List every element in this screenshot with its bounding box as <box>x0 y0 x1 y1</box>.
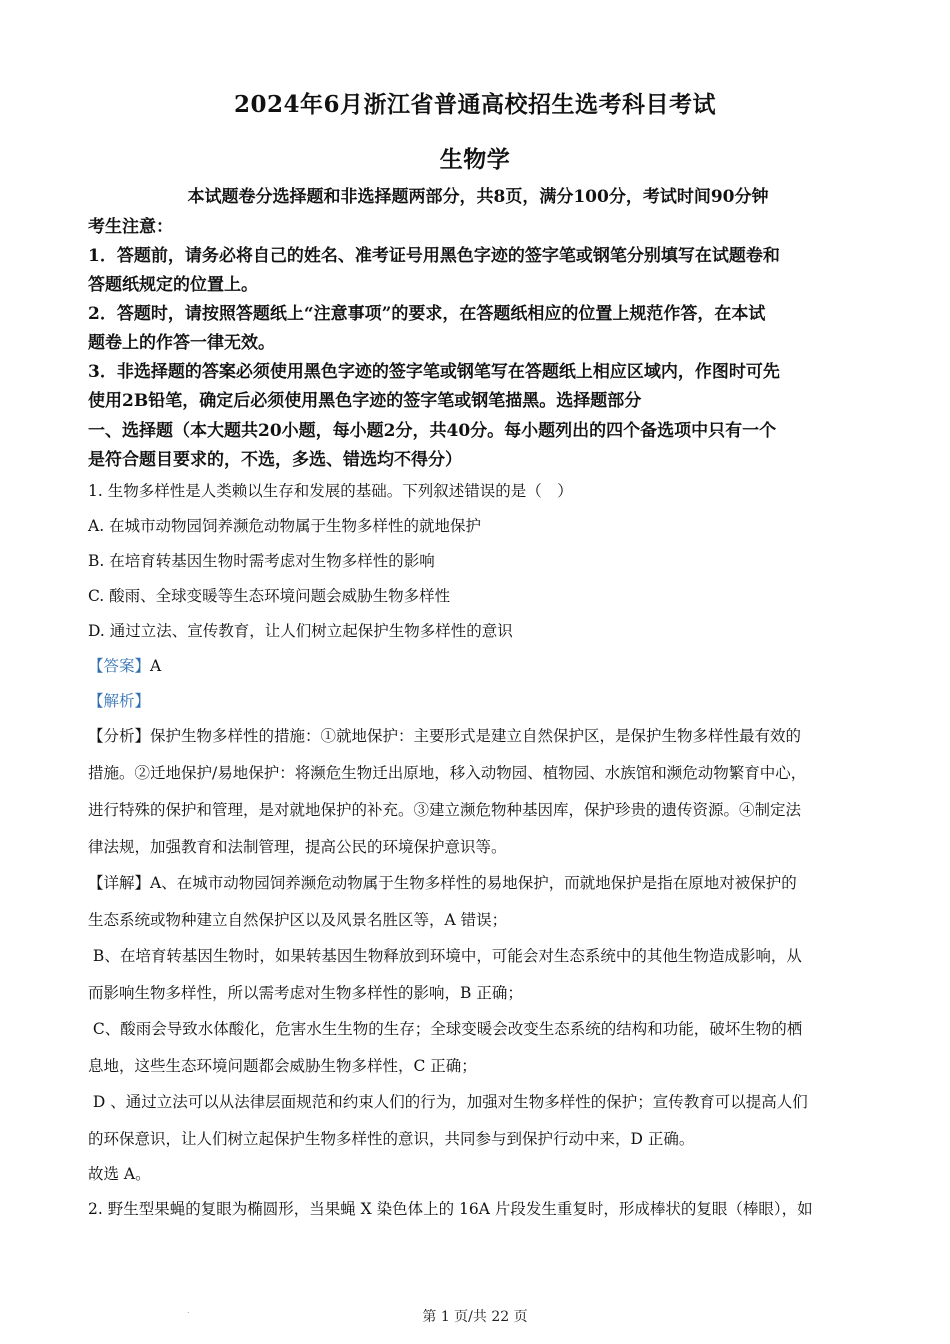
notice-item-3-line-2: 使用2B铅笔，确定后必须使用黑色字迹的签字笔或钢笔描黑。选择题部分 <box>88 391 642 411</box>
xiangjie-line-8: 的环保意识，让人们树立起保护生物多样性的意识，共同参与到保护行动中来，D 正确。 <box>88 1130 695 1148</box>
section-heading-line-2: 是符合题目要求的，不选，多选、错选均不得分） <box>88 450 462 470</box>
analysis-tag: 【解析】 <box>88 692 151 710</box>
section-heading-line-1: 一、选择题（本大题共20小题，每小题2分，共40分。每小题列出的四个备选项中只有一个 <box>88 421 777 441</box>
question-1-analysis-heading <box>88 689 868 713</box>
question-1-option-a: A. 在城市动物园饲养濒危动物属于生物多样性的就地保护 <box>88 517 482 535</box>
xiangjie-line-4: 而影响生物多样性，所以需考虑对生物多样性的影响，B 正确； <box>88 984 523 1002</box>
notice-item-1-line-2: 答题纸规定的位置上。 <box>88 275 258 295</box>
fenxi-line-2: 措施。②迁地保护/易地保护：将濒危生物迁出原地，移入动物园、植物园、水族馆和濒危动物繁育中心， <box>88 764 807 782</box>
answer-value: A <box>150 657 162 675</box>
fenxi-tag: 【分析】 <box>88 727 151 745</box>
notice-item-2-line-2: 题卷上的作答一律无效。 <box>88 333 275 353</box>
xiangjie-line-3: B、在培育转基因生物时，如果转基因生物释放到环境中，可能会对生态系统中的其他生物造成影响，从 <box>88 947 802 965</box>
question-1-option-b: B. 在培育转基因生物时需考虑对生物多样性的影响 <box>88 552 435 570</box>
fenxi-line-1 <box>88 724 868 748</box>
xiangjie-tag: 【详解】 <box>88 874 151 892</box>
question-1-answer <box>88 654 868 678</box>
notice-title: 考生注意： <box>88 217 173 237</box>
question-1-option-d: D. 通过立法、宣传教育，让人们树立起保护生物多样性的意识 <box>88 622 513 640</box>
xiangjie-text-1: A、在城市动物园饲养濒危动物属于生物多样性的易地保护，而就地保护是指在原地对被保护的 <box>150 874 797 892</box>
subject-title: 生物学 <box>439 146 511 173</box>
question-2-stem: 2. 野生型果蝇的复眼为椭圆形，当果蝇 X 染色体上的 16A 片段发生重复时，形成棒状的复眼（棒眼），如 <box>88 1200 813 1218</box>
fenxi-line-4: 律法规，加强教育和法制管理，提高公民的环境保护意识等。 <box>88 838 507 856</box>
fenxi-line-3: 进行特殊的保护和管理，是对就地保护的补充。③建立濒危物种基因库，保护珍贵的遗传资源。④制定法 <box>88 801 802 819</box>
notice-item-1-line-1: 1．答题前，请务必将自己的姓名、准考证号用黑色字迹的签字笔或钢笔分别填写在试题卷和 <box>88 246 780 266</box>
xiangjie-line-5: C、酸雨会导致水体酸化，危害水生生物的生存；全球变暖会改变生态系统的结构和功能，破坏生物的栖 <box>88 1020 803 1038</box>
question-1-option-c: C. 酸雨、全球变暖等生态环境问题会威胁生物多样性 <box>88 587 451 605</box>
xiangjie-line-2: 生态系统或物种建立自然保护区以及风景名胜区等，A 错误； <box>88 911 508 929</box>
exam-title: 2024年6月浙江省普通高校招生选考科目考试 <box>233 91 717 118</box>
xiangjie-line-1 <box>88 871 868 895</box>
answer-tag: 【答案】 <box>88 657 151 675</box>
question-1-stem: 1. 生物多样性是人类赖以生存和发展的基础。下列叙述错误的是（ ） <box>88 482 573 500</box>
notice-item-3-line-1: 3．非选择题的答案必须使用黑色字迹的签字笔或钢笔写在答题纸上相应区域内，作图时可先 <box>88 362 780 382</box>
xiangjie-line-6: 息地，这些生态环境问题都会威胁生物多样性，C 正确； <box>88 1057 477 1075</box>
xiangjie-line-7: D 、通过立法可以从法律层面规范和约束人们的行为，加强对生物多样性的保护；宣传教育可以提高人们 <box>88 1093 808 1111</box>
footer-dot: . <box>187 1306 190 1315</box>
exam-summary: 本试题卷分选择题和非选择题两部分，共8页，满分100分，考试时间90分钟 <box>187 187 769 207</box>
question-1-conclusion: 故选 A。 <box>88 1165 151 1183</box>
page-number: 第 1 页/共 22 页 <box>422 1309 528 1325</box>
fenxi-text-1: 保护生物多样性的措施：①就地保护：主要形式是建立自然保护区，是保护生物多样性最有效的 <box>150 727 802 745</box>
notice-item-2-line-1: 2．答题时，请按照答题纸上“注意事项”的要求，在答题纸相应的位置上规范作答，在本试 <box>88 304 766 324</box>
